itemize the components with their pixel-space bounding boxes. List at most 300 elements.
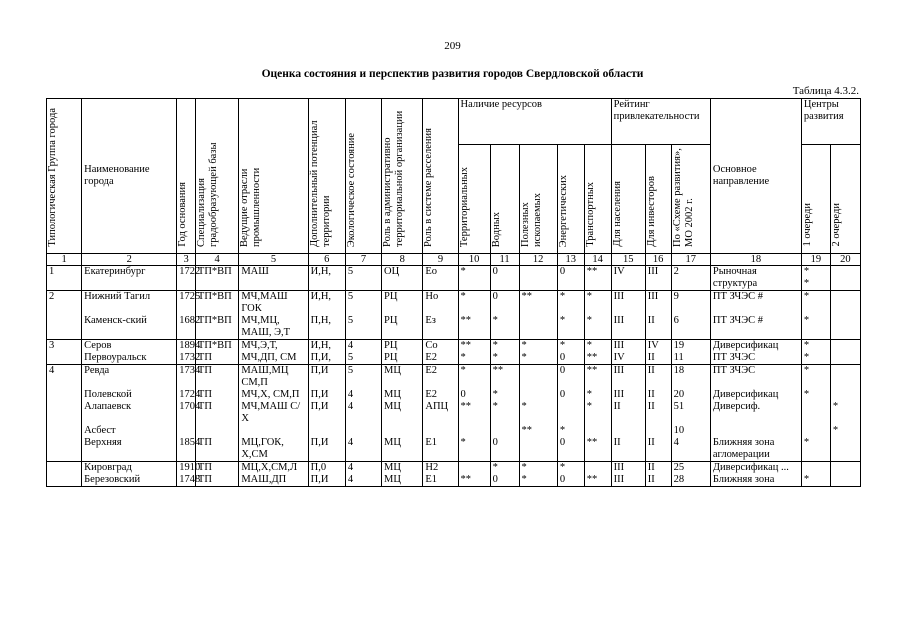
table-cell: МЦ — [382, 389, 423, 401]
table-cell: МЦ — [382, 462, 423, 475]
table-cell: МЧ,Э,Т, — [239, 340, 308, 353]
table-cell — [801, 462, 830, 475]
table-cell — [458, 462, 490, 475]
col-number: 15 — [611, 254, 645, 266]
table-cell: ТП — [195, 462, 238, 475]
table-cell: * — [830, 401, 860, 425]
table-cell — [830, 340, 860, 353]
table-cell: Со — [423, 340, 458, 353]
table-cell: * — [801, 389, 830, 401]
city-name-cell: Верхняя — [82, 437, 177, 462]
table-cell: РЦ — [382, 315, 423, 340]
header-direction: Основное направление — [710, 99, 801, 254]
table-cell: * — [519, 340, 557, 353]
table-cell: П,И — [308, 389, 345, 401]
table-cell: * — [490, 315, 519, 340]
table-cell: 4 — [345, 474, 381, 487]
table-cell: ** — [458, 315, 490, 340]
table-cell — [830, 389, 860, 401]
table-row — [47, 315, 861, 340]
table-cell: * — [584, 291, 611, 316]
table-cell: IV — [645, 340, 671, 353]
table-cell: III — [645, 291, 671, 316]
col-number: 19 — [801, 254, 830, 266]
table-cell: * — [458, 352, 490, 365]
col-number: 6 — [308, 254, 345, 266]
table-cell: 0 — [557, 474, 584, 487]
table-cell: * — [801, 315, 830, 340]
table-cell: 4 — [671, 437, 710, 462]
col-number: 2 — [82, 254, 177, 266]
table-cell: П,И — [308, 437, 345, 462]
table-cell — [519, 365, 557, 390]
table-cell: П,И — [308, 365, 345, 390]
table-cell: 4 — [345, 389, 381, 401]
table-cell — [830, 437, 860, 462]
table-cell: РЦ — [382, 340, 423, 353]
table-cell: ТП*ВП — [195, 266, 238, 291]
table-cell: РЦ — [382, 291, 423, 316]
table-cell: 1748 — [177, 474, 196, 487]
table-cell: III — [611, 340, 645, 353]
table-cell: * * — [801, 266, 830, 291]
table-cell: II — [645, 389, 671, 401]
table-cell: МЧ,МАШ С/Х — [239, 401, 308, 425]
table-cell: * — [519, 401, 557, 425]
city-name-cell: Екатеринбург — [82, 266, 177, 291]
group-cell — [47, 437, 82, 462]
table-cell — [710, 425, 801, 437]
table-cell: Е1 — [423, 474, 458, 487]
city-name-cell: Полевской — [82, 389, 177, 401]
table-cell: Ближняя зона — [710, 474, 801, 487]
table-cell: * — [557, 425, 584, 437]
table-cell: ** — [584, 365, 611, 390]
table-cell — [584, 425, 611, 437]
table-cell: * — [458, 291, 490, 316]
table-cell: ТП*ВП — [195, 340, 238, 353]
table-cell: 9 — [671, 291, 710, 316]
header-for-investors: Для инвесторов — [645, 145, 671, 254]
table-cell: 10 — [671, 425, 710, 437]
table-cell: ПТ ЗЧЭС — [710, 352, 801, 365]
table-cell: II — [645, 462, 671, 475]
table-cell: * — [490, 389, 519, 401]
table-cell — [490, 425, 519, 437]
table-cell — [801, 401, 830, 425]
table-cell: Диверсификац — [710, 389, 801, 401]
table-cell: 5 — [345, 291, 381, 316]
table-cell — [830, 474, 860, 487]
table-cell — [177, 425, 196, 437]
table-cell — [519, 437, 557, 462]
header-admin-role: Роль в административно территориальной организации — [382, 99, 423, 254]
table-cell — [557, 401, 584, 425]
column-numbers-row — [47, 254, 861, 266]
table-cell — [830, 462, 860, 475]
header-minerals: Полезных ископаемых — [519, 145, 557, 254]
table-cell: 11 — [671, 352, 710, 365]
table-cell: Диверсификац ... — [710, 462, 801, 475]
table-cell: II — [611, 401, 645, 425]
header-group-type: Типологическая Группа города — [47, 99, 82, 254]
table-cell: 1725 — [177, 291, 196, 316]
header-resources: Наличие ресурсов — [458, 99, 611, 145]
table-cell: 51 — [671, 401, 710, 425]
table-cell: IV — [611, 266, 645, 291]
table-cell: ** — [584, 352, 611, 365]
table-row — [47, 389, 861, 401]
table-cell: ТП*ВП — [195, 291, 238, 316]
table-cell: * — [557, 291, 584, 316]
table-cell — [830, 266, 860, 291]
table-cell: 0 — [490, 291, 519, 316]
table-label: Таблица 4.3.2. — [792, 85, 859, 97]
cities-table — [46, 98, 861, 487]
city-name-cell: Кировград — [82, 462, 177, 475]
table-cell: 2 — [671, 266, 710, 291]
table-cell: Диверсификац — [710, 340, 801, 353]
table-cell: ** — [490, 365, 519, 390]
table-cell: ТП — [195, 401, 238, 425]
table-cell: МЧ,Х, СМ,П — [239, 389, 308, 401]
table-cell: И,Н, — [308, 291, 345, 316]
table-cell: ** — [458, 401, 490, 425]
table-cell: * — [490, 462, 519, 475]
header-territorial: Территориальных — [458, 145, 490, 254]
table-cell: III — [611, 315, 645, 340]
table-cell: ПТ ЗЧЭС # — [710, 315, 801, 340]
table-cell: * — [584, 340, 611, 353]
table-cell: П,0 — [308, 462, 345, 475]
table-cell: * — [490, 401, 519, 425]
table-cell: 5 — [345, 352, 381, 365]
table-cell: 4 — [345, 462, 381, 475]
table-cell: МЧ,МЦ, МАШ, Э,Т — [239, 315, 308, 340]
col-number: 13 — [557, 254, 584, 266]
table-cell: МЦ — [382, 437, 423, 462]
table-cell: * — [458, 266, 490, 291]
group-cell: 1 — [47, 266, 82, 291]
table-cell: П,И — [308, 474, 345, 487]
table-cell — [801, 425, 830, 437]
table-cell: ПТ ЗЧЭС — [710, 365, 801, 390]
table-cell: МАШ,ДП — [239, 474, 308, 487]
table-cell: ТП*ВП — [195, 315, 238, 340]
table-cell — [458, 425, 490, 437]
table-cell: 1910 — [177, 462, 196, 475]
city-group — [47, 340, 861, 365]
header-first-stage: 1 очереди — [801, 145, 830, 254]
col-number: 7 — [345, 254, 381, 266]
table-cell — [611, 425, 645, 437]
table-cell: ** — [458, 474, 490, 487]
table-cell: Ез — [423, 315, 458, 340]
table-cell: 0 — [557, 389, 584, 401]
table-row — [47, 340, 861, 353]
table-cell: 0 — [490, 474, 519, 487]
table-cell — [830, 291, 860, 316]
table-cell — [519, 315, 557, 340]
table-cell: И,Н, — [308, 340, 345, 353]
table-cell: 1894 — [177, 340, 196, 353]
table-cell: ** — [584, 437, 611, 462]
table-cell: П,И, — [308, 352, 345, 365]
header-energy: Энергетических — [557, 145, 584, 254]
col-number: 11 — [490, 254, 519, 266]
table-cell: 1722 — [177, 266, 196, 291]
table-cell: II — [645, 437, 671, 462]
table-cell: * — [557, 315, 584, 340]
table-cell: III — [611, 474, 645, 487]
table-row — [47, 291, 861, 316]
table-cell: Е1 — [423, 437, 458, 462]
table-cell: ОЦ — [382, 266, 423, 291]
table-cell — [830, 365, 860, 390]
table-cell: III — [611, 291, 645, 316]
col-number: 17 — [671, 254, 710, 266]
table-cell — [519, 389, 557, 401]
table-cell: Е2 — [423, 365, 458, 390]
table-cell: 1704 — [177, 401, 196, 425]
table-cell: III — [645, 266, 671, 291]
table-cell — [584, 462, 611, 475]
table-cell: II — [645, 365, 671, 390]
table-cell: 1682 — [177, 315, 196, 340]
table-cell: ТП — [195, 389, 238, 401]
table-cell — [830, 352, 860, 365]
group-cell — [47, 425, 82, 437]
group-cell — [47, 352, 82, 365]
city-group — [47, 291, 861, 340]
table-cell: * — [519, 352, 557, 365]
table-cell: ** — [584, 474, 611, 487]
table-cell: 18 — [671, 365, 710, 390]
page-number: 209 — [444, 40, 461, 52]
table-row — [47, 365, 861, 390]
header-water: Водных — [490, 145, 519, 254]
table-cell — [830, 315, 860, 340]
table-cell: 0 — [458, 389, 490, 401]
col-number: 10 — [458, 254, 490, 266]
table-cell: МАШ — [239, 266, 308, 291]
header-industries: Ведущие отрасли промышленности — [239, 99, 308, 254]
table-cell: II — [611, 437, 645, 462]
table-cell: П,Н, — [308, 315, 345, 340]
table-cell: ТП — [195, 365, 238, 390]
col-number: 9 — [423, 254, 458, 266]
table-cell: ТП — [195, 437, 238, 462]
city-name-cell: Алапаевск — [82, 401, 177, 425]
group-cell — [47, 401, 82, 425]
city-name-cell: Нижний Тагил — [82, 291, 177, 316]
table-cell: Ео — [423, 266, 458, 291]
table-cell: Е2 — [423, 352, 458, 365]
table-cell — [423, 425, 458, 437]
table-cell: 4 — [345, 437, 381, 462]
city-group — [47, 365, 861, 462]
table-cell: МЧ,ДП, СМ — [239, 352, 308, 365]
table-cell: МЦ,ГОК, Х,СМ — [239, 437, 308, 462]
table-cell: Рыночная структура — [710, 266, 801, 291]
city-group — [47, 462, 861, 487]
table-cell — [519, 266, 557, 291]
city-name-cell: Каменск-ский — [82, 315, 177, 340]
table-cell: 1732 — [177, 352, 196, 365]
table-cell: 0 — [557, 437, 584, 462]
table-cell: Е2 — [423, 389, 458, 401]
header-city-name: Наименование города — [82, 99, 177, 254]
table-cell: 4 — [345, 401, 381, 425]
table-cell: 0 — [557, 352, 584, 365]
table-cell: * — [458, 365, 490, 390]
table-title: Оценка состояния и перспектив развития городов Свердловской области — [261, 68, 644, 80]
table-row — [47, 266, 861, 291]
table-cell: 28 — [671, 474, 710, 487]
table-cell: МАШ,МЦ СМ,П — [239, 365, 308, 390]
group-cell: 3 — [47, 340, 82, 353]
col-number: 4 — [195, 254, 238, 266]
group-cell — [47, 389, 82, 401]
table-cell: III — [611, 365, 645, 390]
table-cell: * — [490, 340, 519, 353]
col-number: 16 — [645, 254, 671, 266]
city-group — [47, 266, 861, 291]
table-cell: 6 — [671, 315, 710, 340]
table-cell: ТП — [195, 474, 238, 487]
table-cell: 1724 — [177, 389, 196, 401]
table-cell: * — [557, 340, 584, 353]
table-cell: III — [611, 462, 645, 475]
header-rating: Рейтинг привлекательности — [611, 99, 710, 145]
table-cell: РЦ — [382, 352, 423, 365]
table-row — [47, 352, 861, 365]
table-cell: МЦ,Х,СМ,Л — [239, 462, 308, 475]
table-cell: ПТ ЗЧЭС # — [710, 291, 801, 316]
table-cell: ** — [584, 266, 611, 291]
city-name-cell: Ревда — [82, 365, 177, 390]
table-cell: IV — [611, 352, 645, 365]
table-cell: ТП — [195, 352, 238, 365]
table-cell: * — [801, 365, 830, 390]
col-number: 14 — [584, 254, 611, 266]
group-cell — [47, 315, 82, 340]
header-ecology: Экологическое состояние — [345, 99, 381, 254]
table-cell: * — [584, 389, 611, 401]
table-row — [47, 401, 861, 425]
table-cell — [239, 425, 308, 437]
header-second-stage: 2 очереди — [830, 145, 860, 254]
table-cell: II — [645, 352, 671, 365]
header-specialization: Специализация градообразующей базы — [195, 99, 238, 254]
table-cell: * — [584, 315, 611, 340]
table-cell: * — [801, 474, 830, 487]
table-cell: Н2 — [423, 462, 458, 475]
table-cell: 1734 — [177, 365, 196, 390]
header-centers: Центры развития — [801, 99, 860, 145]
table-cell: II — [645, 401, 671, 425]
table-cell: 0 — [557, 266, 584, 291]
table-cell: III — [611, 389, 645, 401]
table-cell: ** — [519, 291, 557, 316]
col-number: 1 — [47, 254, 82, 266]
table-cell: МЦ — [382, 474, 423, 487]
table-cell: 19 — [671, 340, 710, 353]
table-cell: П,И — [308, 401, 345, 425]
col-number: 3 — [177, 254, 196, 266]
city-name-cell: Серов — [82, 340, 177, 353]
table-cell: * — [801, 437, 830, 462]
table-cell: 1854 — [177, 437, 196, 462]
table-row — [47, 437, 861, 462]
table-cell: Диверсиф. — [710, 401, 801, 425]
table-cell: * — [519, 462, 557, 475]
table-cell: ** — [519, 425, 557, 437]
header-settlement-role: Роль в системе расселения — [423, 99, 458, 254]
table-row — [47, 462, 861, 475]
header-for-population: Для населения — [611, 145, 645, 254]
table-row — [47, 425, 861, 437]
table-cell: * — [584, 401, 611, 425]
table-cell: МЧ,МАШ ГОК — [239, 291, 308, 316]
group-cell — [47, 474, 82, 487]
table-cell: ** — [458, 340, 490, 353]
col-number: 12 — [519, 254, 557, 266]
group-cell — [47, 462, 82, 475]
table-cell — [382, 425, 423, 437]
table-cell: * — [801, 340, 830, 353]
header-founded: Год основания — [177, 99, 196, 254]
group-cell: 4 — [47, 365, 82, 390]
table-cell: И,Н, — [308, 266, 345, 291]
group-cell: 2 — [47, 291, 82, 316]
city-name-cell: Березовский — [82, 474, 177, 487]
table-cell: МЦ — [382, 401, 423, 425]
table-cell — [195, 425, 238, 437]
table-cell: * — [490, 352, 519, 365]
header-scheme-2002: По «Схеме развития», МО 2002 г. — [671, 145, 710, 254]
table-cell: * — [801, 352, 830, 365]
header-potential: Дополнительный потенциал территории — [308, 99, 345, 254]
col-number: 5 — [239, 254, 308, 266]
table-cell: МЦ — [382, 365, 423, 390]
table-cell: 25 — [671, 462, 710, 475]
table-cell: 20 — [671, 389, 710, 401]
table-cell: II — [645, 474, 671, 487]
table-cell: * — [801, 291, 830, 316]
table-cell: 0 — [490, 266, 519, 291]
table-cell: 4 — [345, 340, 381, 353]
table-cell: II — [645, 315, 671, 340]
table-cell: 5 — [345, 266, 381, 291]
col-number: 20 — [830, 254, 860, 266]
table-cell: * — [458, 437, 490, 462]
table-cell: * — [519, 474, 557, 487]
table-cell: 5 — [345, 365, 381, 390]
table-cell: * — [557, 462, 584, 475]
header-transport: Транспортных — [584, 145, 611, 254]
table-cell: 0 — [490, 437, 519, 462]
table-cell: * — [830, 425, 860, 437]
table-cell: 5 — [345, 315, 381, 340]
city-name-cell: Первоуральск — [82, 352, 177, 365]
table-cell: Ближняя зона агломерации — [710, 437, 801, 462]
table-cell — [345, 425, 381, 437]
city-name-cell: Асбест — [82, 425, 177, 437]
table-cell — [645, 425, 671, 437]
col-number: 8 — [382, 254, 423, 266]
table-cell: Но — [423, 291, 458, 316]
